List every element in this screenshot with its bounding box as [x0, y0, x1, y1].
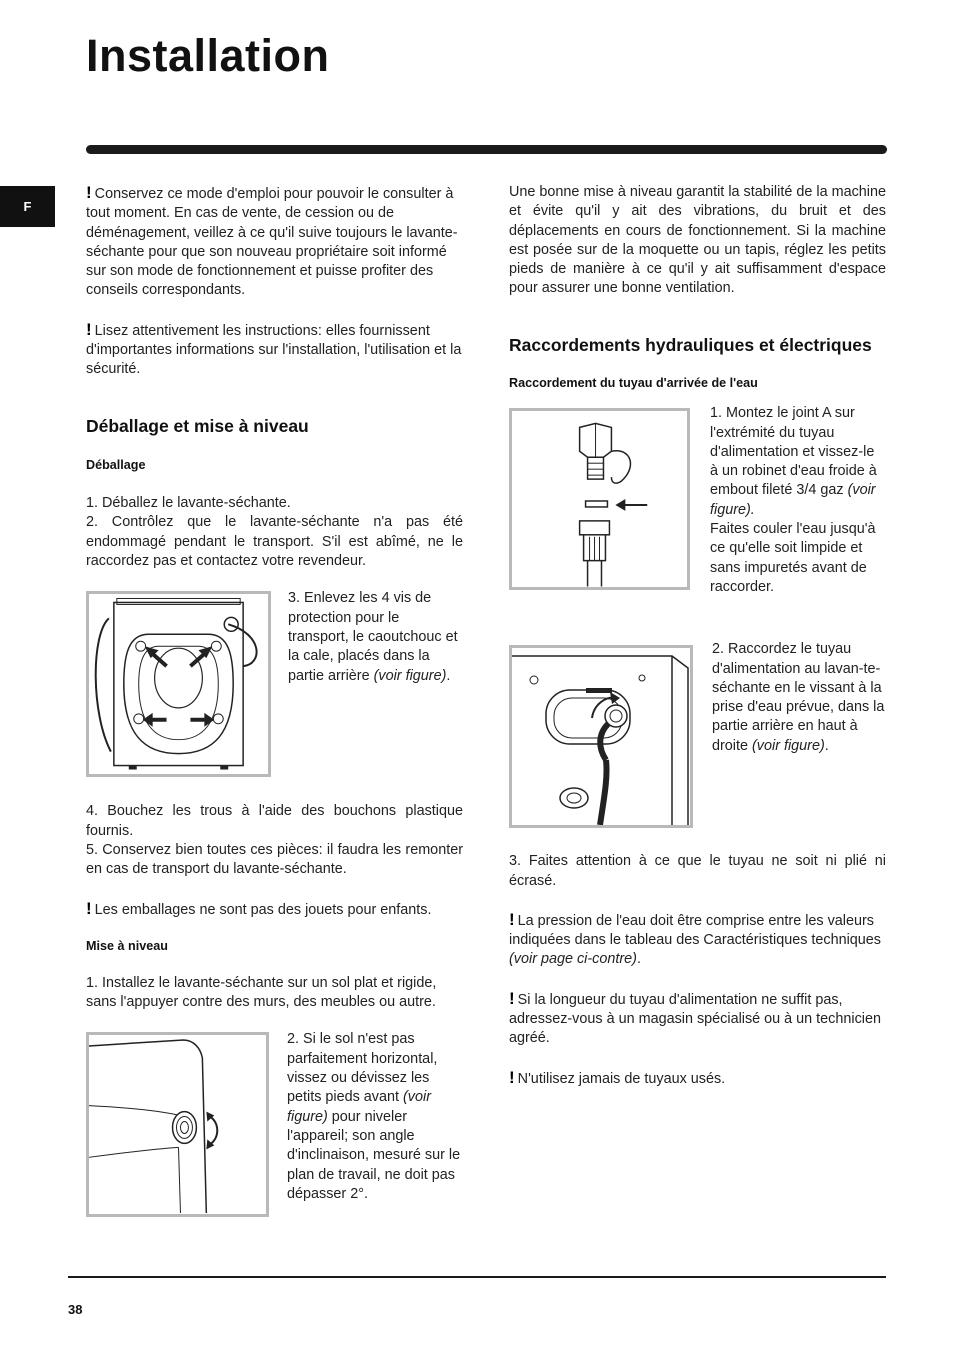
pressure-warning: [509, 910, 886, 970]
washer-rear-illustration: [89, 594, 268, 774]
leveling-step-2: [287, 1030, 463, 1204]
subheading-unpacking: Déballage: [86, 458, 146, 473]
tap-joint-illustration: [512, 411, 687, 587]
inlet-step-1-text-a: 1. Montez le joint A sur l'extrémité du tuyau d'alimentation et vissez-le à un robinet d'eau froide à embout fileté 3/4 gaz: [710, 405, 877, 499]
unpacking-step-3-period: .: [446, 667, 451, 684]
section-heading-unpacking-leveling: Déballage et mise à niveau: [86, 415, 309, 436]
title-divider: [86, 145, 887, 154]
section-heading-connections: Raccordements hydrauliques et électriques: [509, 334, 872, 355]
inlet-step-1-text-b: Faites couler l'eau jusqu'à ce qu'elle soit limpide et sans impuretés avant de raccorder.: [710, 521, 876, 595]
footer-divider: [68, 1276, 886, 1278]
hose-length-warning: [509, 989, 886, 1049]
unpacking-step-1: 1. Déballez le lavante-séchante.: [86, 495, 291, 512]
leveling-foot-illustration: [89, 1035, 266, 1214]
warning-mark-icon: !: [509, 909, 515, 929]
warning-mark-icon: !: [86, 319, 92, 339]
figure-row-tap-connection: [509, 405, 886, 597]
intro-warning-1: [86, 183, 463, 301]
leveling-importance-text: Une bonne mise à niveau garantit la stabilité de la machine et évite qu'il y ait des vibrations, du bruit et des déplacements en cours de fonctionnement. Si la machine est posée sur de la moquette ou un tapis, réglez les petits pieds de manière à ce qu'il y ait suffisamment d'espace pour assurer une bonne ventilation.: [509, 184, 886, 297]
unpacking-step-2: 2. Contrôlez que le lavante-séchante n'a pas été endommagé pendant le transport. S'il est abîmé, ne le raccordez pas et contactez votre revendeur.: [86, 514, 463, 570]
pressure-warning-text: La pression de l'eau doit être comprise entre les valeurs indiquées dans le tableau des Caractéristiques techniques: [509, 912, 881, 949]
page-number: 38: [68, 1302, 83, 1317]
machine-inlet-illustration: [512, 648, 690, 825]
inlet-step-1: [710, 404, 886, 597]
inlet-step-2-figure-ref: (voir figure): [752, 737, 825, 754]
warning-mark-icon: !: [509, 988, 515, 1008]
unpacking-step-3-text: 3. Enlevez les 4 vis de protection pour le transport, le caoutchouc et la cale, placés dans la partie arrière: [288, 590, 458, 684]
language-tab-label: F: [23, 199, 32, 214]
inlet-step-2: [712, 640, 886, 756]
figure-row-leveling-feet: [86, 1032, 463, 1217]
pressure-warning-page-ref: (voir page ci-contre): [509, 951, 637, 968]
figure-machine-connection: [509, 645, 693, 828]
right-column: [509, 183, 886, 1089]
figure-leveling-feet: [86, 1032, 269, 1217]
page-title: Installation: [86, 30, 330, 81]
hose-length-warning-text: Si la longueur du tuyau d'alimentation ne suffit pas, adressez-vous à un magasin spécialisé ou à un technicien agréé.: [509, 991, 881, 1047]
leveling-step-2-figure-ref: (voir figure): [287, 1089, 431, 1125]
leveling-step-2-text-a: 2. Si le sol n'est pas parfaitement horizontal, vissez ou dévissez les petits pieds avant: [287, 1031, 438, 1106]
language-tab: [0, 186, 55, 227]
figure-row-transport-screws: [86, 591, 463, 777]
figure-rear-transport-screws: [86, 591, 271, 777]
left-column: [86, 183, 463, 1217]
used-hose-warning-text: N'utilisez jamais de tuyaux usés.: [517, 1070, 726, 1087]
intro-warning-1-text: Conservez ce mode d'emploi pour pouvoir le consulter à tout moment. En cas de vente, de cession ou de déménagement, veillez à ce qu'il suive toujours le lavante-séchante pour que son nouveau propriétaire soit informé sur son mode de fonctionnement et puisse profiter des conseils correspondants.: [86, 186, 458, 299]
warning-mark-icon: !: [509, 1067, 515, 1087]
inlet-step-2-period: .: [824, 737, 829, 754]
unpacking-step-4: 4. Bouchez les trous à l'aide des bouchons plastique fournis.: [86, 803, 463, 839]
figure-tap-connection: [509, 408, 690, 590]
subheading-leveling: Mise à niveau: [86, 938, 168, 953]
warning-mark-icon: !: [86, 183, 92, 202]
unpacking-step-3: [288, 589, 463, 685]
figure-row-machine-connection: [509, 641, 886, 828]
used-hose-warning: [509, 1068, 886, 1089]
unpacking-step-5: 5. Conservez bien toutes ces pièces: il faudra les remonter en cas de transport du lavante-séchante.: [86, 841, 463, 878]
leveling-step-2-text-b: pour niveler l'appareil; son angle d'inclinaison, mesuré sur le plan de travail, ne doit pas dépasser 2°.: [287, 1108, 461, 1202]
warning-mark-icon: !: [86, 898, 92, 918]
inlet-step-3: 3. Faites attention à ce que le tuyau ne soit ni plié ni écrasé.: [509, 853, 886, 889]
intro-warning-2: [86, 320, 463, 380]
packaging-warning-text: Les emballages ne sont pas des jouets pour enfants.: [94, 901, 432, 918]
inlet-step-2-text: 2. Raccordez le tuyau d'alimentation au lavan-te-séchante en le vissant à la prise d'eau prévue, dans la partie arrière en haut à droite: [712, 641, 885, 754]
leveling-step-1: 1. Installez le lavante-séchante sur un sol plat et rigide, sans l'appuyer contre des murs, des meubles ou autre.: [86, 974, 437, 1011]
pressure-warning-period: .: [636, 951, 641, 968]
unpacking-step-3-figure-ref: (voir figure): [373, 667, 447, 684]
inlet-step-1-figure-ref: (voir figure).: [710, 482, 876, 518]
intro-warning-2-text: Lisez attentivement les instructions: elles fournissent d'importantes informations sur l'installation, l'utilisation et la sécurité.: [86, 322, 462, 378]
subheading-inlet-hose: Raccordement du tuyau d'arrivée de l'eau: [509, 376, 758, 391]
packaging-warning: [86, 899, 463, 920]
